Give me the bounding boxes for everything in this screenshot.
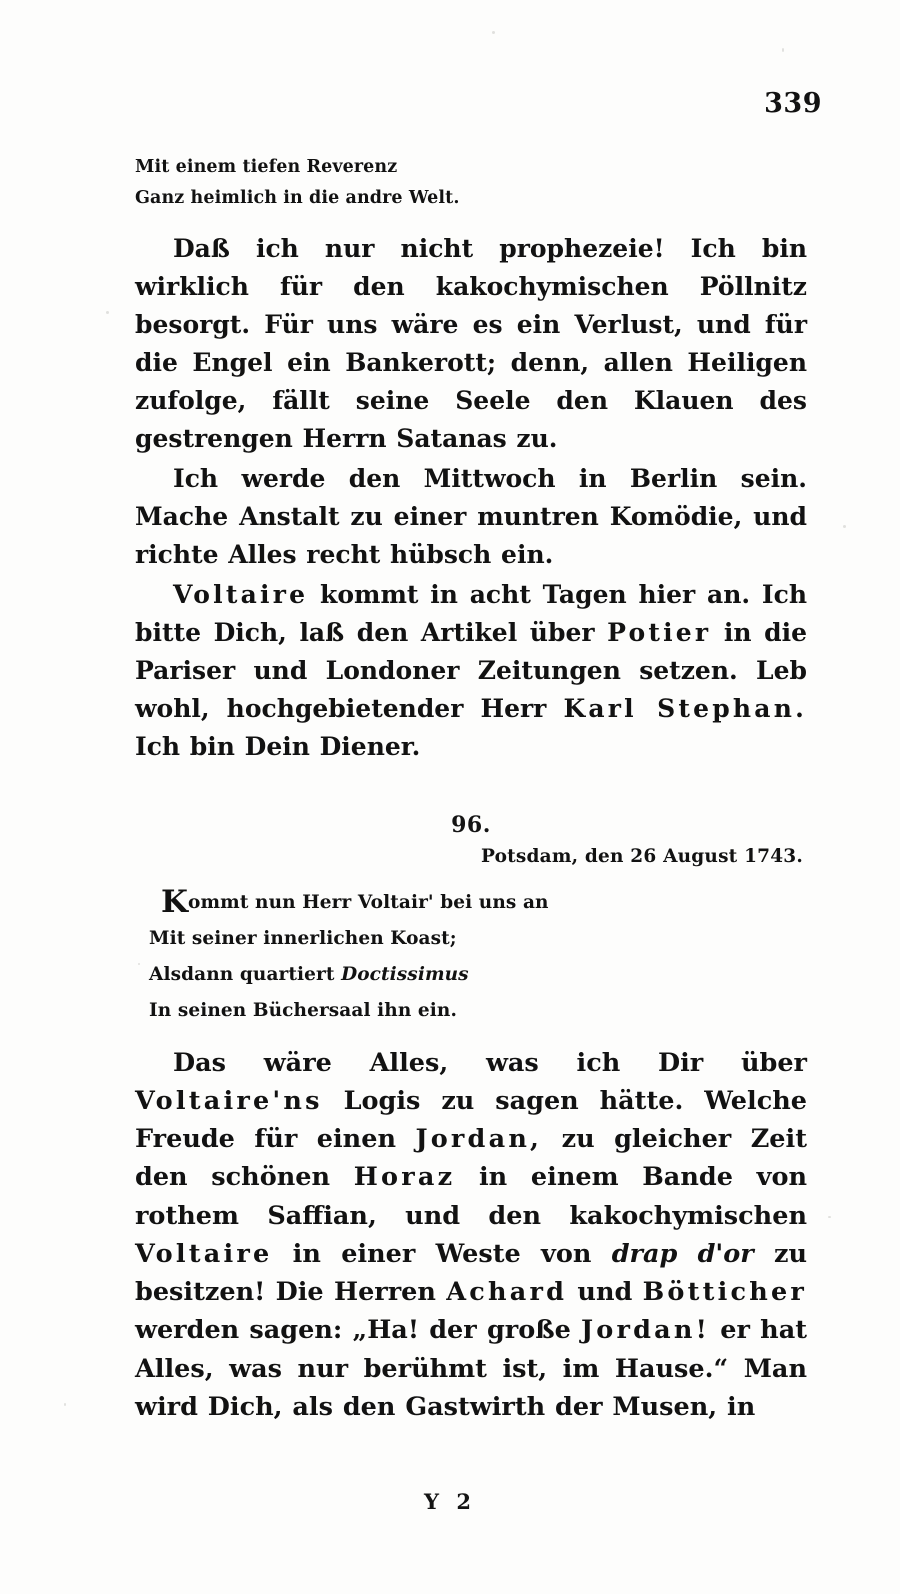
- letter-number: 96.: [451, 812, 491, 839]
- paper-speckle: [64, 1403, 66, 1406]
- name-boetticher: Bötticher: [642, 1277, 808, 1308]
- text-run: zu gleicher Zeit den schönen: [135, 1124, 807, 1193]
- text-run: Das wäre Alles, was ich Dir über: [173, 1047, 807, 1078]
- name-potier: Potier: [607, 618, 712, 648]
- poem-dropcap: K: [161, 884, 189, 921]
- paper-speckle: [843, 525, 846, 528]
- name-voltairens: Voltaire'ns: [135, 1085, 323, 1116]
- name-karl-stephan: Karl Stephan.: [563, 694, 807, 724]
- poem-line: [161, 885, 807, 921]
- text-run: zu besitzen! Die Herren: [135, 1238, 807, 1308]
- signature-mark: Y 2: [424, 1489, 476, 1514]
- text-run: werden sagen: „Ha! der große: [135, 1315, 582, 1346]
- text-run: er hat Alles, was nur berühmt ist, im Hause.“ Man wird Dich, als den Gastwirth der Musen, in: [135, 1315, 807, 1422]
- paragraph: Ich werde den Mittwoch in Berlin sein. Mache Anstalt zu einer muntren Komödie, und richte Alles recht hübsch ein.: [135, 464, 807, 570]
- text-run: und: [567, 1277, 643, 1308]
- poem-line: Mit seiner innerlichen Koast;: [149, 928, 457, 950]
- text-run: kommt in acht Tagen hier an. Ich bitte Dich, laß den Artikel über: [135, 580, 807, 648]
- name-horaz: Horaz: [353, 1162, 456, 1193]
- verse-line: Mit einem tiefen Reverenz: [135, 157, 398, 177]
- poem: [135, 885, 807, 1029]
- paragraph: Daß ich nur nicht prophezeie! Ich bin wirklich für den kakochymischen Pöllnitz besorgt. Für uns wäre es ein Verlust, und für die Engel ein Bankerott; denn, allen Heiligen zufolge, fällt seine Seele den Klauen des gestrengen Herrn Satanas zu.: [135, 234, 807, 454]
- paper-speckle: [782, 48, 784, 52]
- phrase-drap-dor: drap d'or: [611, 1238, 754, 1269]
- letter-dateline: Potsdam, den 26 August 1743.: [481, 846, 803, 868]
- page-number: 339: [764, 88, 822, 119]
- poem-line: In seinen Büchersaal ihn ein.: [149, 1000, 458, 1022]
- text-run: in einer Weste von: [272, 1238, 612, 1269]
- page-content: [135, 152, 807, 1428]
- paper-speckle: [492, 31, 495, 34]
- text-run: Ich bin Dein Diener.: [135, 732, 421, 762]
- name-voltaire: Voltaire: [173, 580, 309, 610]
- text-run: Logis zu sagen hätte. Welche Freude für einen: [135, 1085, 807, 1155]
- name-achard: Achard: [446, 1277, 568, 1308]
- poem-line-text: ommt nun Herr Voltair' bei uns an: [188, 892, 549, 914]
- verse-line: Ganz heimlich in die andre Welt.: [135, 188, 460, 209]
- closing-body: [135, 1044, 807, 1427]
- poem-italic-word: Doctissimus: [341, 964, 469, 986]
- name-jordan: Jordan!: [581, 1315, 711, 1346]
- opening-verse: [135, 152, 807, 214]
- paragraph-closing: [135, 1044, 807, 1427]
- poem-line-text: Alsdann quartiert: [149, 964, 342, 986]
- text-run: in einem Bande von rothem Saffian, und den kakochymischen: [135, 1162, 807, 1231]
- paragraph-voltaire: [135, 576, 807, 766]
- paper-speckle: [106, 311, 109, 314]
- name-jordan: Jordan,: [415, 1124, 543, 1155]
- name-voltaire: Voltaire: [135, 1238, 273, 1269]
- poem-line: [149, 957, 807, 993]
- text-run: in die Pariser und Londoner Zeitungen setzen. Leb wohl, hochgebietender Herr: [135, 618, 807, 724]
- paper-speckle: [828, 1216, 831, 1218]
